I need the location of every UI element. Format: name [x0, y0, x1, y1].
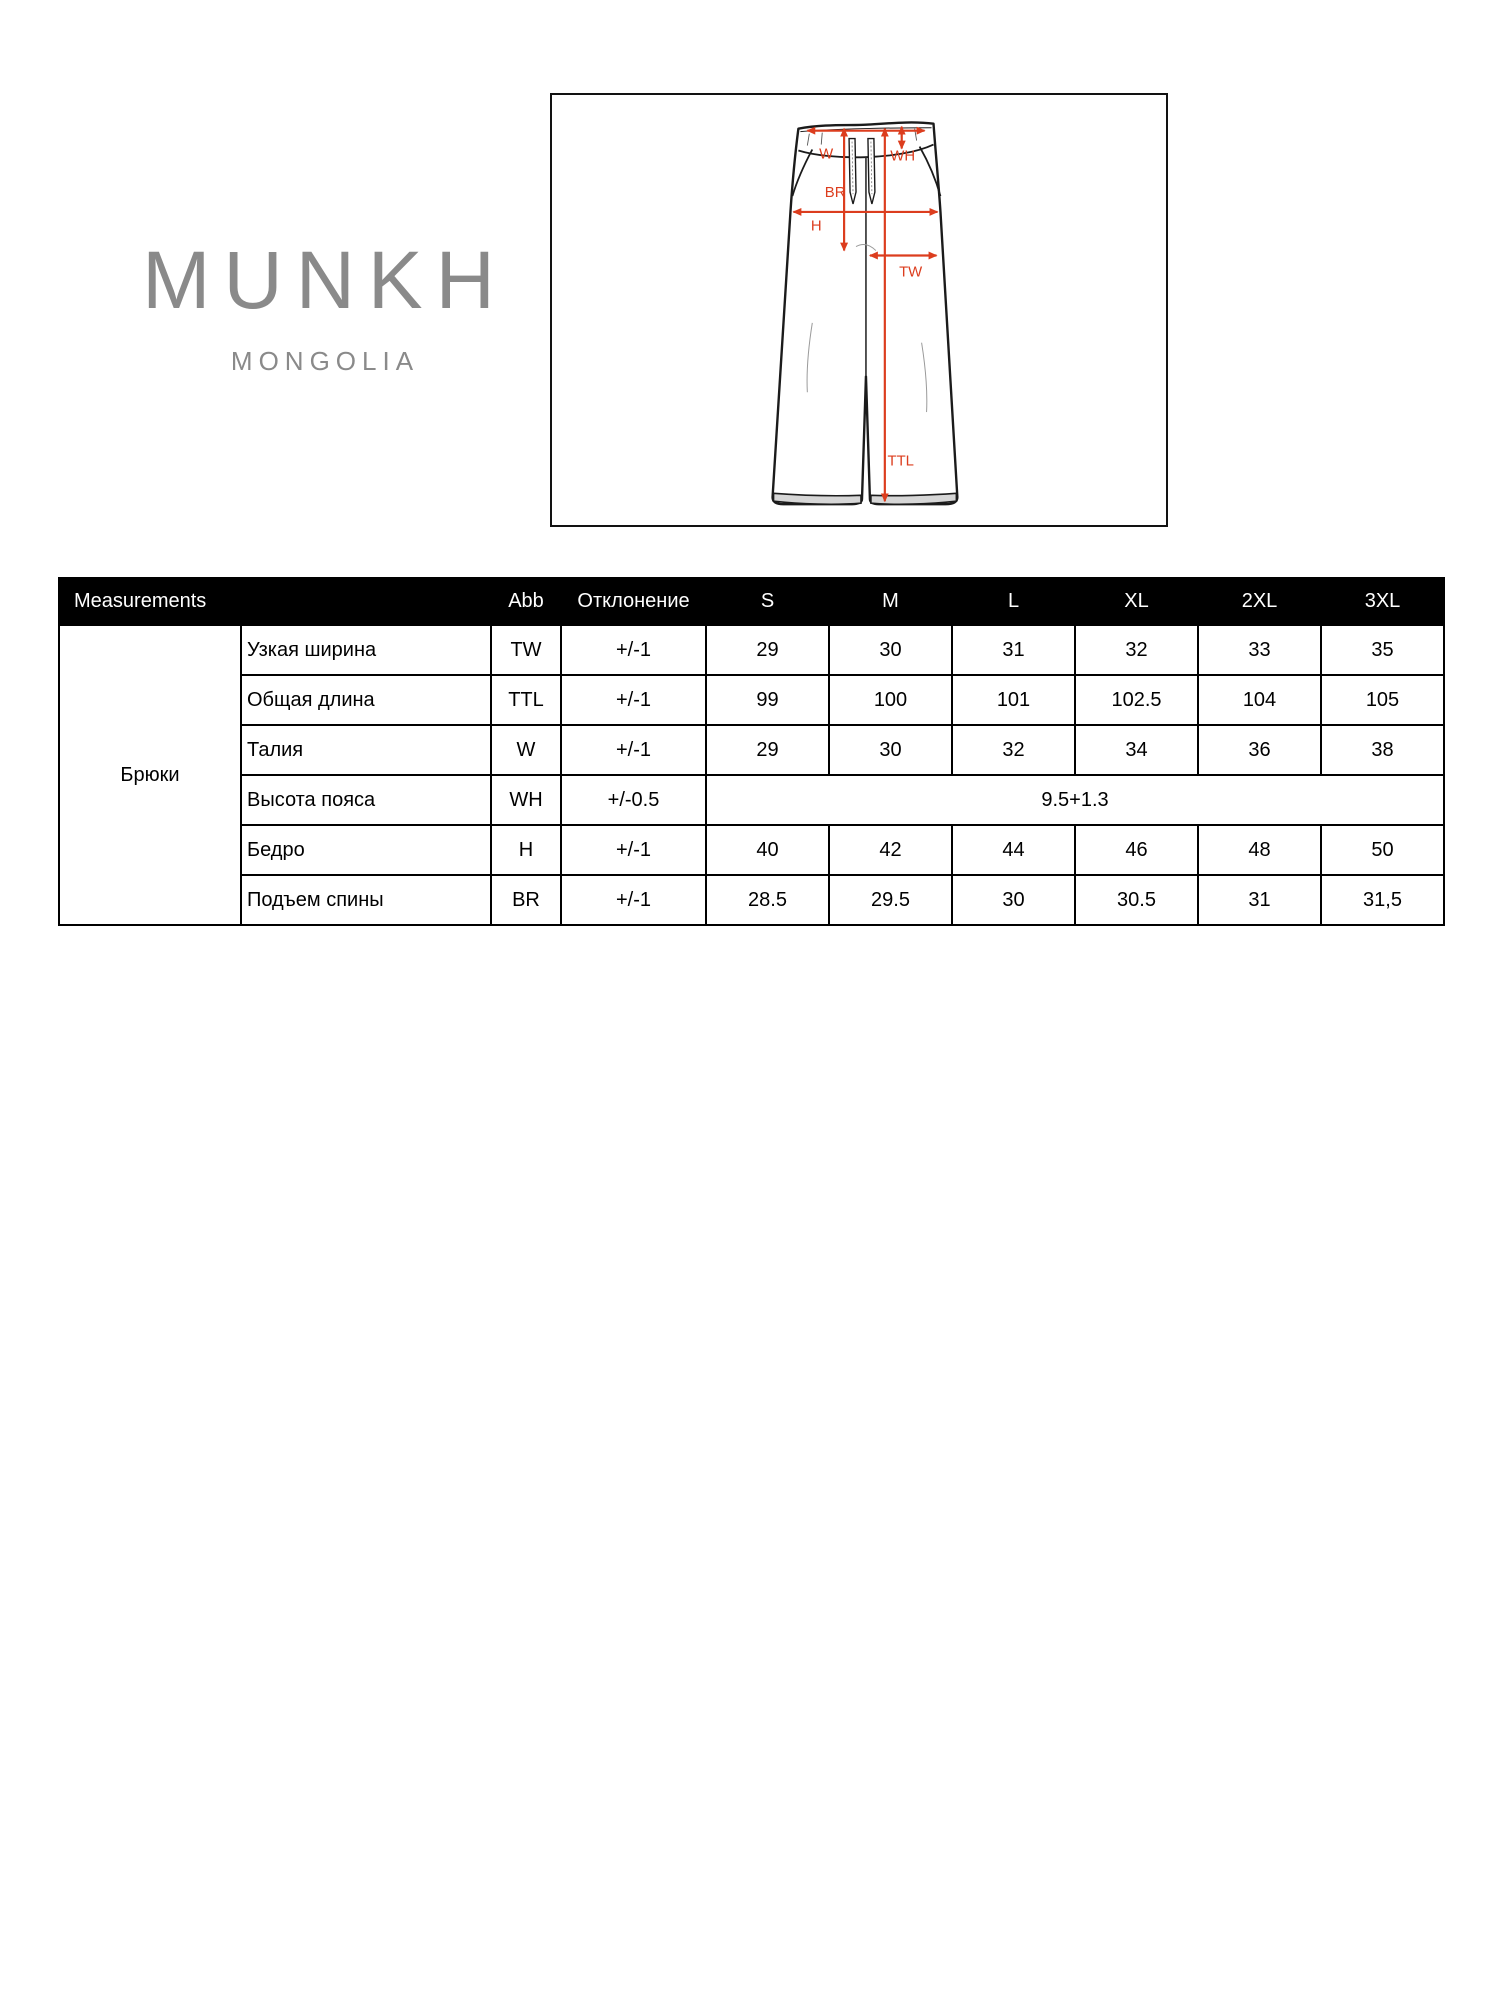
header-size-s: S	[706, 578, 829, 625]
table-row-waistband-height	[59, 775, 1444, 825]
label-waist-width: W	[819, 146, 834, 163]
category-cell: Брюки	[59, 625, 241, 925]
value-cell: 104	[1198, 675, 1321, 725]
row-label-cell: Талия	[241, 725, 491, 775]
value-cell: 30.5	[1075, 875, 1198, 925]
value-cell: 31	[1198, 875, 1321, 925]
value-cell: 31,5	[1321, 875, 1444, 925]
table-row-waist	[59, 725, 1444, 775]
value-cell: 105	[1321, 675, 1444, 725]
value-cell: 29	[706, 725, 829, 775]
value-cell: 36	[1198, 725, 1321, 775]
tolerance-cell: +/-1	[561, 725, 706, 775]
abb-cell: TW	[491, 625, 561, 675]
header-size-xl: XL	[1075, 578, 1198, 625]
header-size-3xl: 3XL	[1321, 578, 1444, 625]
label-hip-width: H	[810, 218, 822, 235]
value-cell: 29.5	[829, 875, 952, 925]
value-cell: 29	[706, 625, 829, 675]
value-cell: 99	[706, 675, 829, 725]
abb-cell: W	[491, 725, 561, 775]
label-waistband-height: WH	[890, 148, 916, 165]
table-row-narrow-width	[59, 625, 1444, 675]
value-cell: 28.5	[706, 875, 829, 925]
value-cell: 31	[952, 625, 1075, 675]
table-row-total-length	[59, 675, 1444, 725]
tolerance-cell: +/-1	[561, 825, 706, 875]
header-measurements: Measurements	[59, 578, 491, 625]
tolerance-cell: +/-1	[561, 625, 706, 675]
header-size-m: M	[829, 578, 952, 625]
value-cell: 46	[1075, 825, 1198, 875]
abb-cell: BR	[491, 875, 561, 925]
value-cell: 50	[1321, 825, 1444, 875]
pants-diagram-box	[550, 93, 1168, 527]
table-row-hip	[59, 825, 1444, 875]
row-label-cell: Бедро	[241, 825, 491, 875]
brand-logo	[115, 235, 535, 376]
pants-measurement-diagram	[552, 95, 1166, 525]
value-cell: 40	[706, 825, 829, 875]
header-tolerance: Отклонение	[561, 578, 706, 625]
row-label-cell: Высота пояса	[241, 775, 491, 825]
drawstring-right-cord	[868, 139, 875, 204]
value-cell: 32	[1075, 625, 1198, 675]
row-label-cell: Узкая ширина	[241, 625, 491, 675]
value-cell: 30	[952, 875, 1075, 925]
tolerance-cell: +/-1	[561, 875, 706, 925]
value-cell: 33	[1198, 625, 1321, 675]
value-cell: 100	[829, 675, 952, 725]
label-back-rise: BR	[824, 185, 846, 202]
left-hem-band	[774, 493, 861, 504]
brand-name: MUNKH	[142, 235, 508, 326]
abb-cell: WH	[491, 775, 561, 825]
brand-country: MONGOLIA	[230, 346, 420, 376]
table-header-row	[59, 578, 1444, 625]
value-cell: 30	[829, 725, 952, 775]
table-row-back-rise	[59, 875, 1444, 925]
value-cell: 34	[1075, 725, 1198, 775]
label-total-length: TTL	[887, 453, 914, 470]
header-size-2xl: 2XL	[1198, 578, 1321, 625]
abb-cell: TTL	[491, 675, 561, 725]
drawstring-left-cord	[849, 139, 856, 204]
abb-cell: H	[491, 825, 561, 875]
row-label-cell: Общая длина	[241, 675, 491, 725]
merged-value-cell: 9.5+1.3	[706, 775, 1444, 825]
label-thigh-width: TW	[899, 264, 923, 281]
value-cell: 101	[952, 675, 1075, 725]
value-cell: 48	[1198, 825, 1321, 875]
pants-outline	[773, 122, 958, 504]
value-cell: 32	[952, 725, 1075, 775]
value-cell: 30	[829, 625, 952, 675]
value-cell: 42	[829, 825, 952, 875]
value-cell: 44	[952, 825, 1075, 875]
value-cell: 102.5	[1075, 675, 1198, 725]
header-abb: Abb	[491, 578, 561, 625]
tolerance-cell: +/-0.5	[561, 775, 706, 825]
header-size-l: L	[952, 578, 1075, 625]
value-cell: 35	[1321, 625, 1444, 675]
measurements-table	[58, 577, 1445, 926]
value-cell: 38	[1321, 725, 1444, 775]
row-label-cell: Подъем спины	[241, 875, 491, 925]
tolerance-cell: +/-1	[561, 675, 706, 725]
